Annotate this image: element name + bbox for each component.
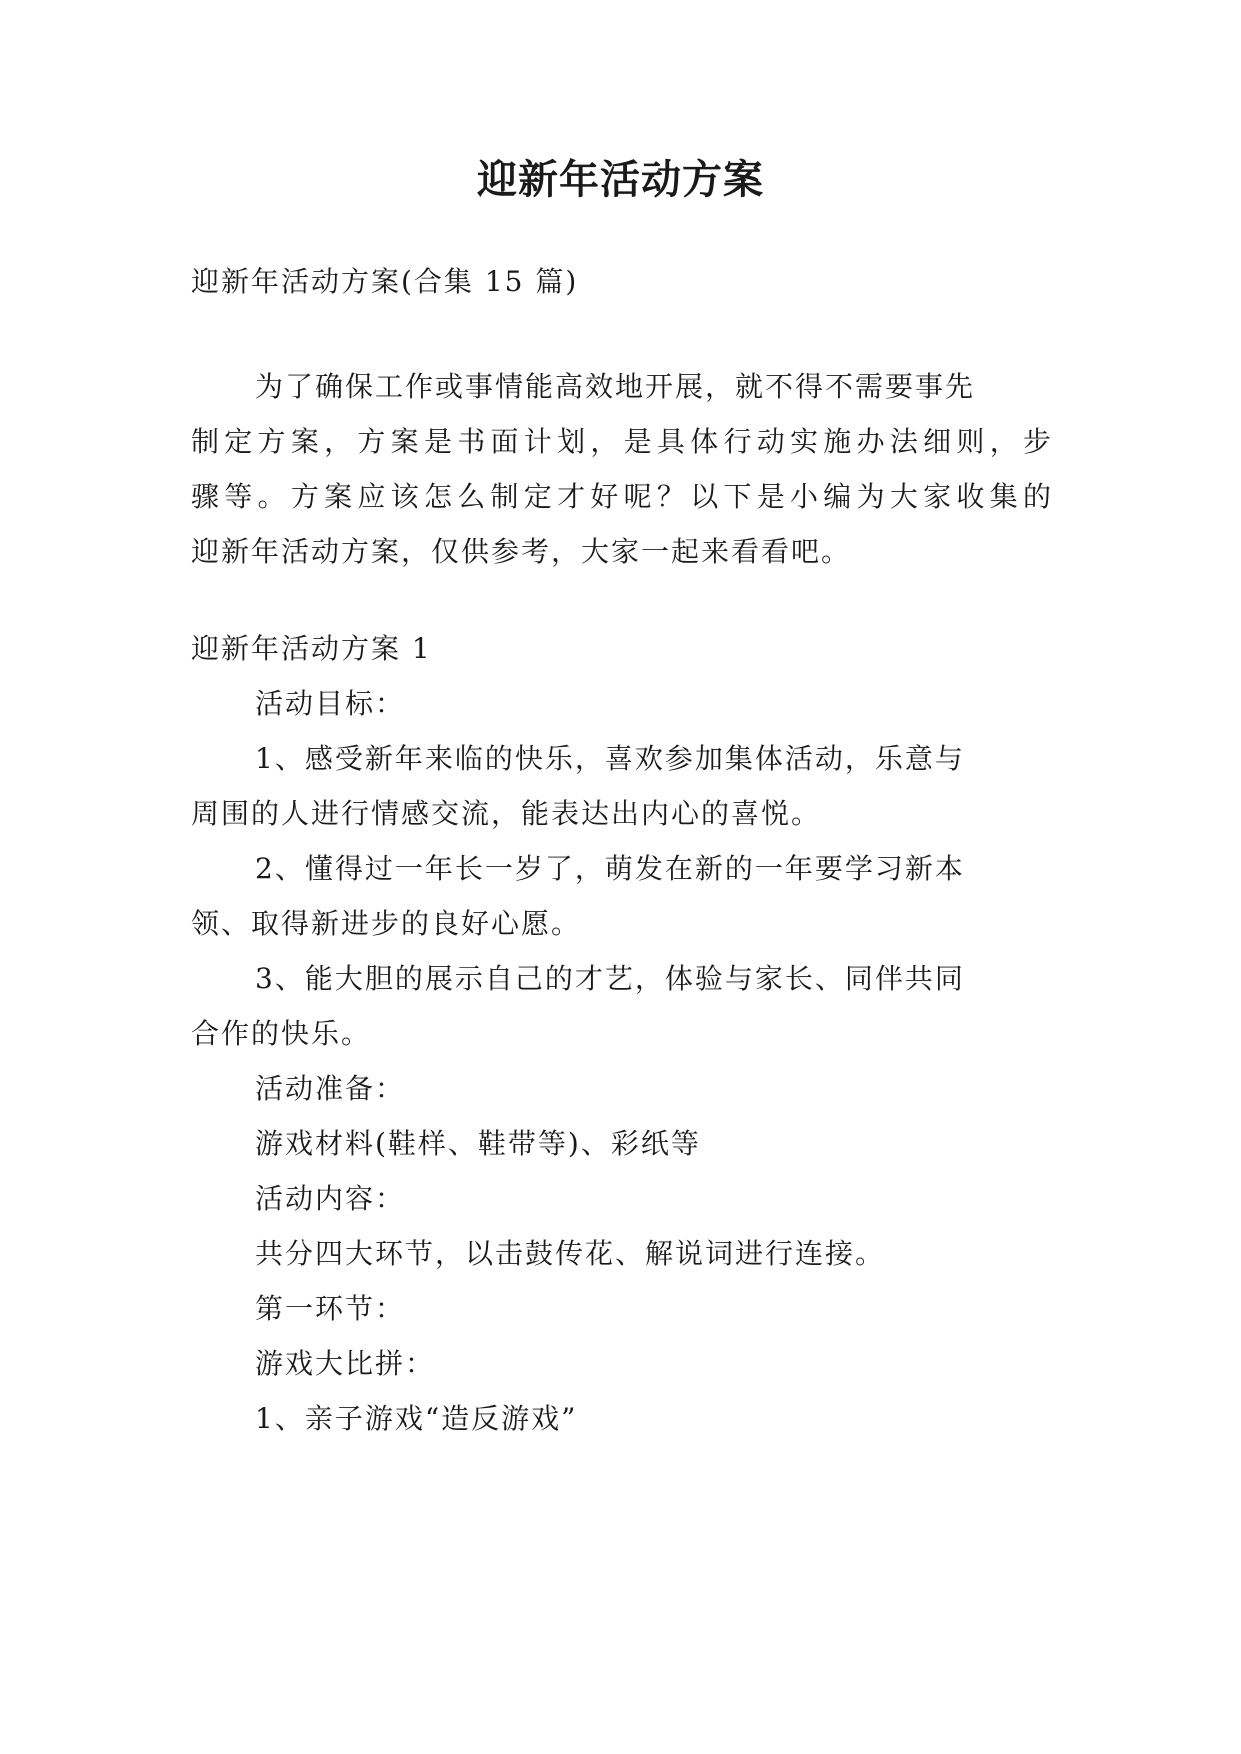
section-heading: 迎新年活动方案 1 [191, 632, 432, 665]
goal-3-line-2: 合作的快乐。 [191, 1017, 372, 1050]
intro-line-3: 骤等。方案应该怎么制定才好呢？以下是小编为大家收集的 [191, 480, 1051, 513]
stage-1-title: 游戏大比拼： [255, 1347, 436, 1380]
document-subtitle: 迎新年活动方案(合集 15 篇) [191, 265, 579, 298]
content-label: 活动内容： [255, 1182, 406, 1215]
content-text: 共分四大环节，以击鼓传花、解说词进行连接。 [255, 1237, 886, 1270]
goal-2-line-1: 2、懂得过一年长一岁了，萌发在新的一年要学习新本 [255, 852, 965, 885]
stage-1-label: 第一环节： [255, 1292, 406, 1325]
goal-1-line-1: 1、感受新年来临的快乐，喜欢参加集体活动，乐意与 [255, 742, 965, 775]
goal-3-line-1: 3、能大胆的展示自己的才艺，体验与家长、同伴共同 [255, 962, 965, 995]
goal-2-line-2: 领、取得新进步的良好心愿。 [191, 907, 582, 940]
stage-1-item-1: 1、亲子游戏“造反游戏” [255, 1402, 578, 1435]
intro-line-1: 为了确保工作或事情能高效地开展，就不得不需要事先 [255, 370, 976, 403]
intro-line-2: 制定方案，方案是书面计划，是具体行动实施办法细则，步 [191, 425, 1051, 458]
goals-label: 活动目标： [255, 687, 406, 720]
goal-1-line-2: 周围的人进行情感交流，能表达出内心的喜悦。 [191, 797, 822, 830]
page-title: 迎新年活动方案 [477, 157, 764, 203]
intro-line-4: 迎新年活动方案，仅供参考，大家一起来看看吧。 [191, 535, 852, 568]
prep-label: 活动准备： [255, 1072, 406, 1105]
prep-text: 游戏材料(鞋样、鞋带等)、彩纸等 [255, 1127, 701, 1160]
